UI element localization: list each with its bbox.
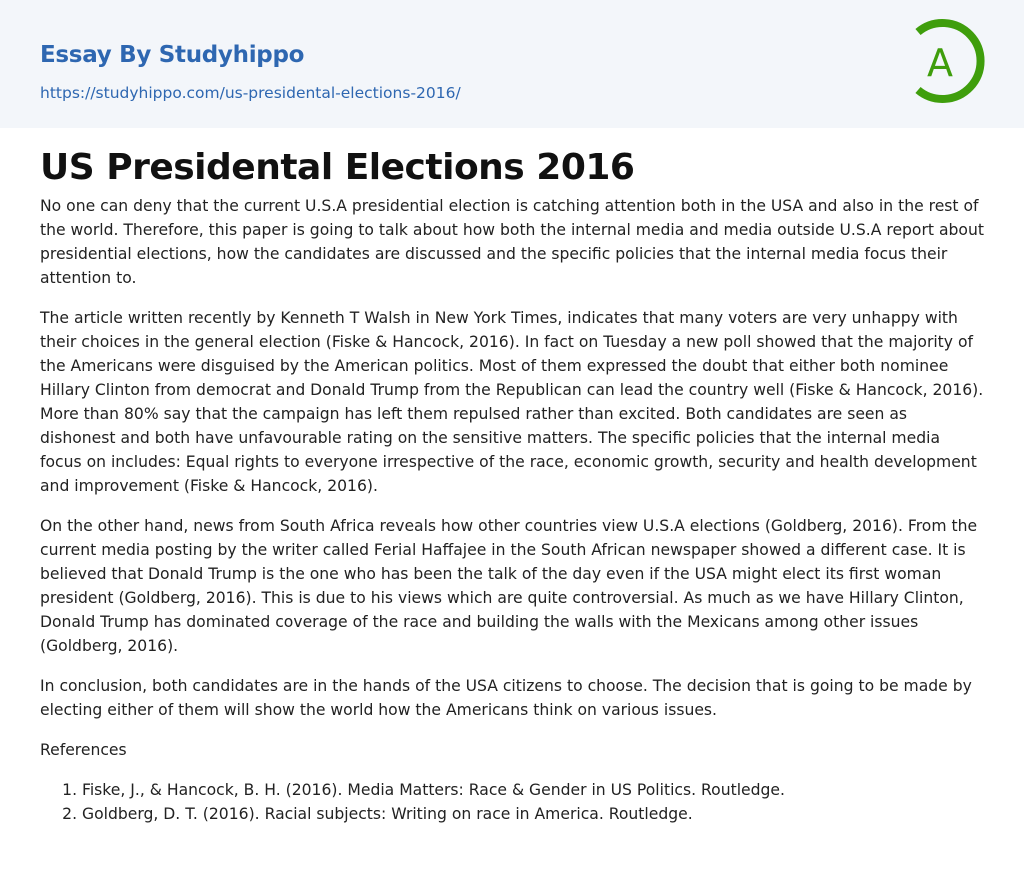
- site-header: [0, 0, 1024, 128]
- paragraph: In conclusion, both candidates are in the hands of the USA citizens to choose. The decision that is going to be made by electing either of them will show the world how the Americans think on various issues.: [40, 677, 972, 719]
- paragraph: On the other hand, news from South Africa reveals how other countries view U.S.A elections (Goldberg, 2016). From the current media posting by the writer called Ferial Haffajee in the South African newspaper showed a different case. It is believed that Donald Trump is the one who has been the talk of the day even if the USA might elect its first woman president (Goldberg, 2016). This is due to his views which are quite controversial. As much as we have Hillary Clinton, Donald Trump has dominated coverage of the race and building the walls with the Mexicans among other issues (Goldberg, 2016).: [40, 517, 978, 655]
- reference-item: 2. Goldberg, D. T. (2016). Racial subjects: Writing on race in America. Routledge.: [82, 802, 984, 826]
- brand-name: Essay By Studyhippo: [40, 42, 305, 68]
- paragraph: No one can deny that the current U.S.A presidential election is catching attention both in the USA and also in the rest of the world. Therefore, this paper is going to talk about how both the internal media and media outside U.S.A report about presidential elections, how the candidates are discussed and the specific policies that the internal media focus their attention to.: [40, 197, 984, 287]
- paragraph: The article written recently by Kenneth T Walsh in New York Times, indicates that many voters are very unhappy with their choices in the general election (Fiske & Hancock, 2016). In fact on Tuesday a new poll showed that the majority of the Americans were disguised by the American politics. Most of them expressed the doubt that either both nominee Hillary Clinton from democrat and Donald Trump from the Republican can lead the country well (Fiske & Hancock, 2016). More than 80% say that the campaign has left them repulsed rather than excited. Both candidates are seen as dishonest and both have unfavourable rating on the sensitive matters. The specific policies that the internal media focus on includes: Equal rights to everyone irrespective of the race, economic growth, security and health development and improvement (Fiske & Hancock, 2016).: [40, 309, 984, 495]
- page-title: US Presidental Elections 2016: [40, 147, 635, 188]
- studyhippo-logo-icon: [910, 18, 986, 104]
- svg-text:A: A: [927, 41, 953, 85]
- references-list: [40, 778, 984, 826]
- references-heading: References: [40, 741, 127, 759]
- essay-content: [0, 146, 1024, 826]
- essay-url-link[interactable]: https://studyhippo.com/us-presidental-elections-2016/: [40, 84, 461, 102]
- reference-item: 1. Fiske, J., & Hancock, B. H. (2016). Media Matters: Race & Gender in US Politics. Routledge.: [82, 778, 984, 802]
